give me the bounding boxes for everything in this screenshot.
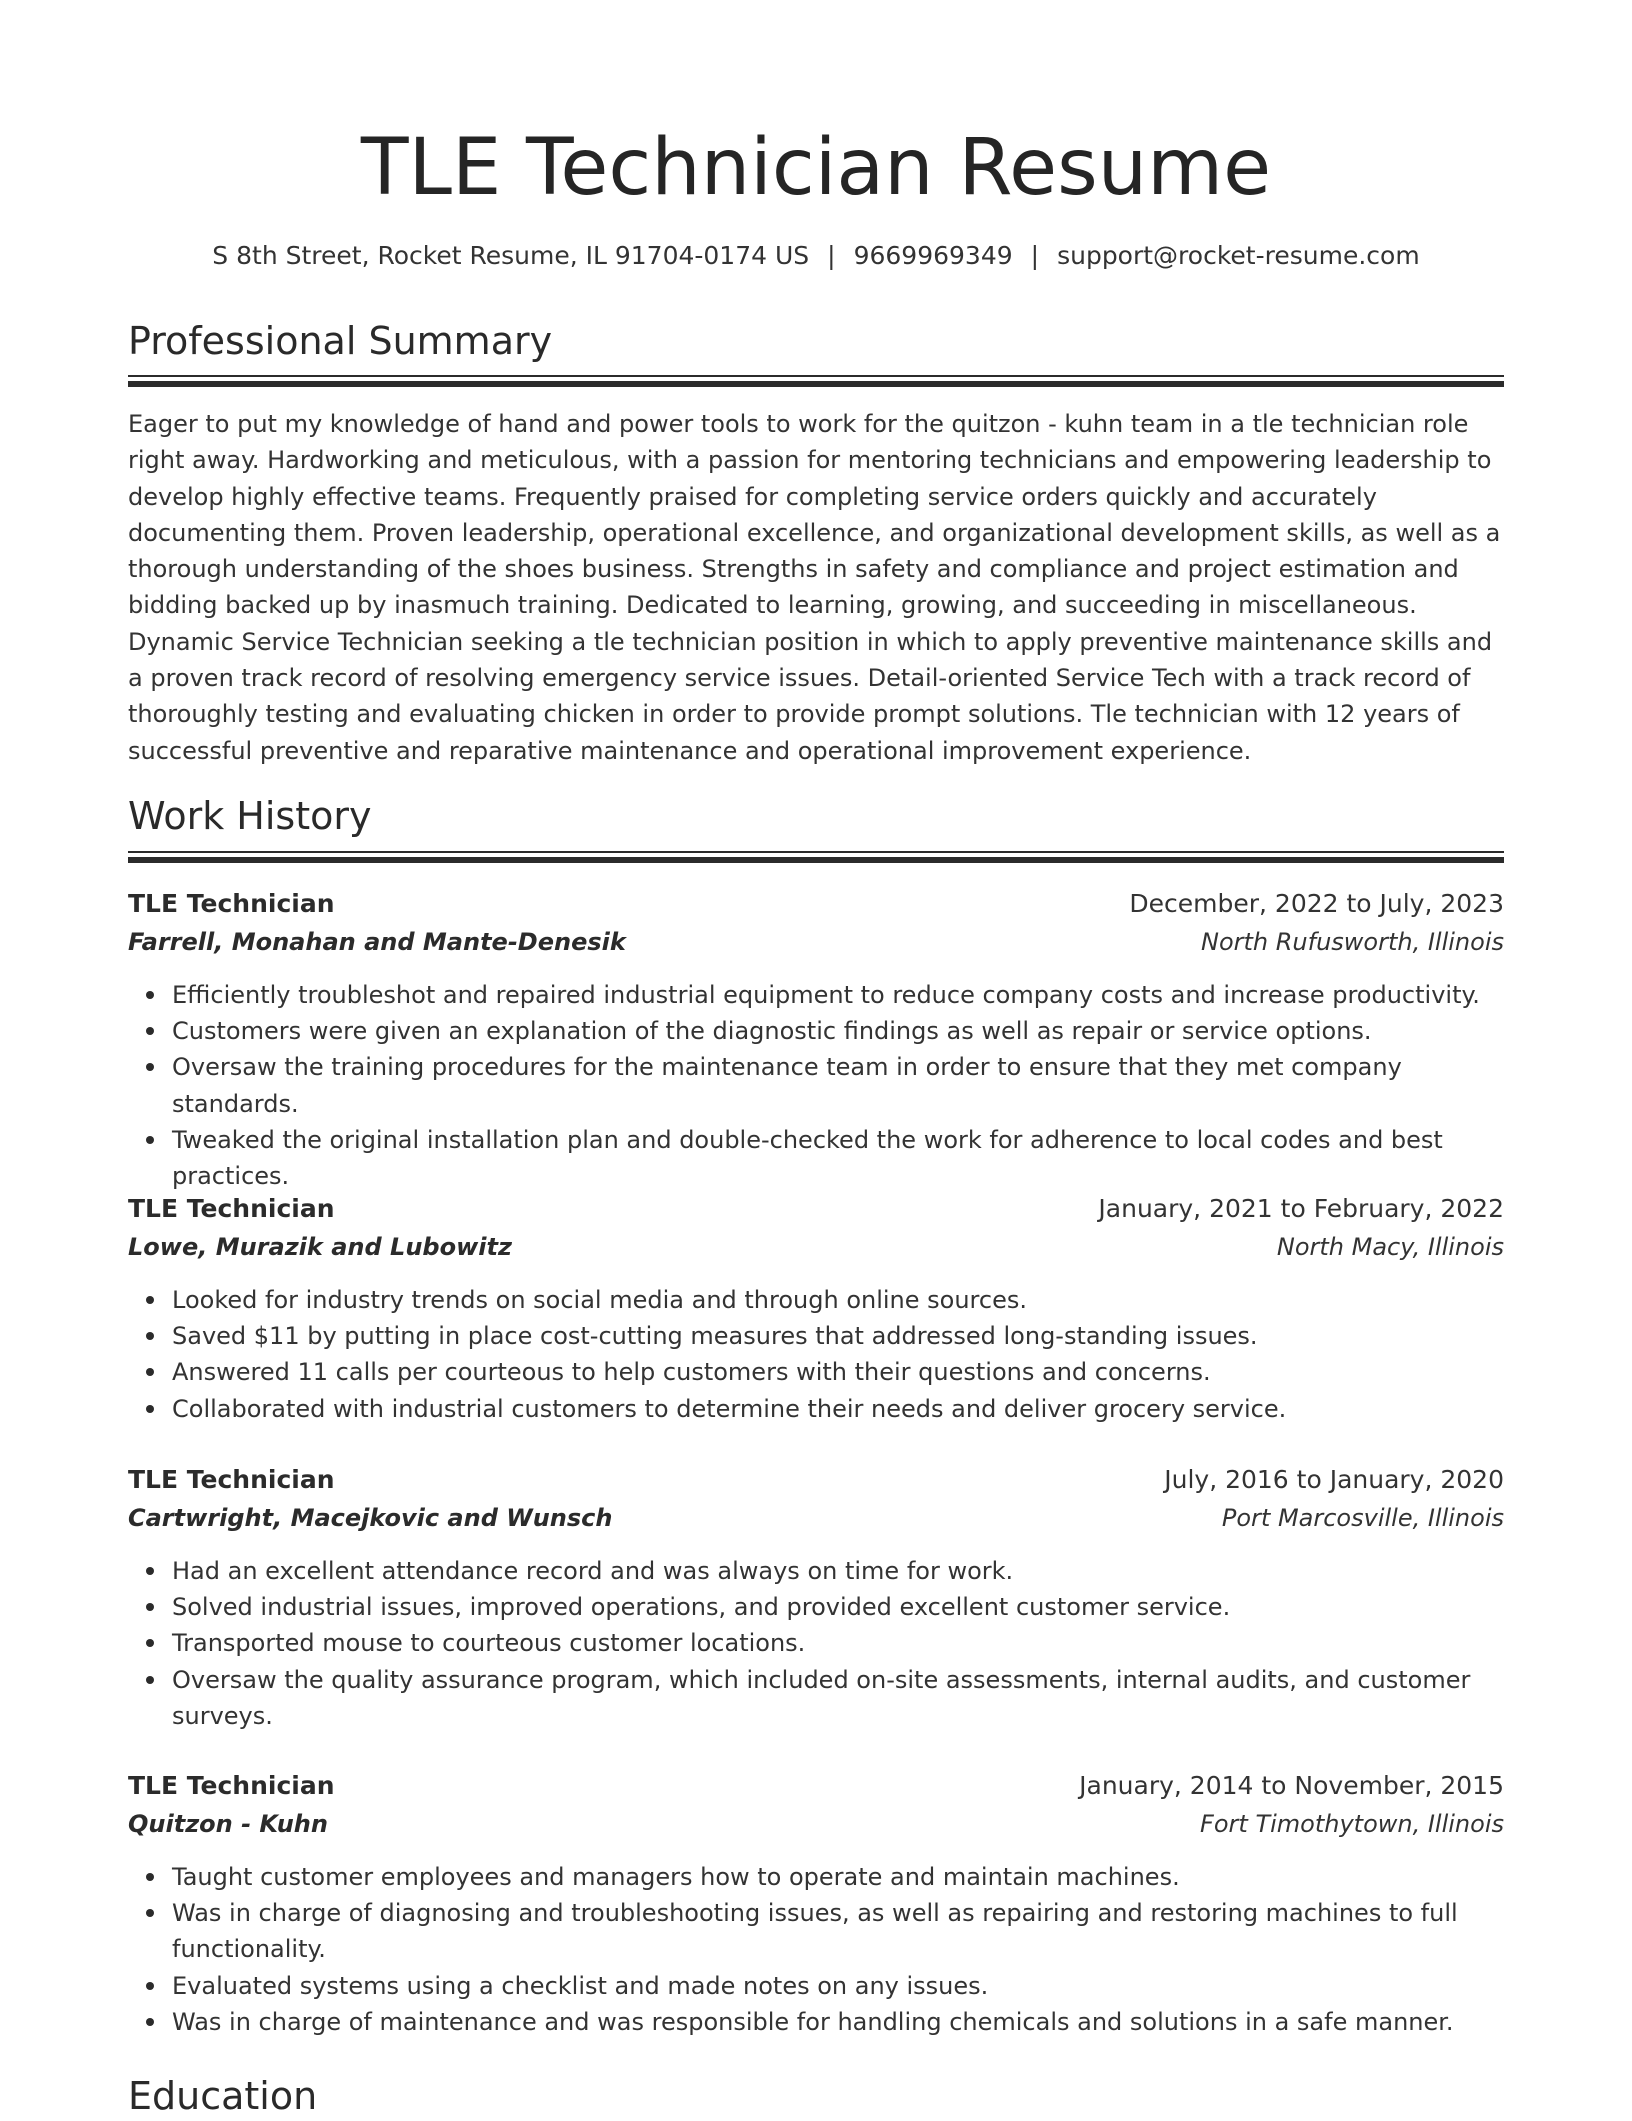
- job-entry: [128, 1190, 1504, 1427]
- job-dates: January, 2014 to November, 2015: [1079, 1771, 1504, 1800]
- job-header-row: [128, 1767, 1504, 1805]
- bullet-dot-icon: [146, 1332, 154, 1340]
- job-location: Fort Timothytown, Illinois: [1200, 1810, 1504, 1838]
- job-bullet: Answered 11 calls per courteous to help customers with their questions and concerns.: [172, 1354, 1504, 1390]
- job-company: Quitzon - Kuhn: [128, 1810, 328, 1838]
- job-company-row: [128, 1228, 1504, 1266]
- job-dates: July, 2016 to January, 2020: [1164, 1465, 1504, 1494]
- job-location: North Macy, Illinois: [1276, 1233, 1504, 1261]
- job-company: Lowe, Murazik and Lubowitz: [128, 1233, 512, 1261]
- bullet-dot-icon: [146, 1567, 154, 1575]
- contact-separator: |: [827, 241, 836, 270]
- section-divider: [128, 851, 1504, 863]
- job-bullet-list: [128, 1859, 1504, 2040]
- job-bullet: Taught customer employees and managers how to operate and maintain machines.: [172, 1859, 1504, 1895]
- divider-thick-line: [128, 381, 1504, 387]
- job-bullet: Was in charge of maintenance and was responsible for handling chemicals and solutions in a safe manner.: [172, 2004, 1504, 2040]
- summary-heading: Professional Summary: [128, 319, 553, 363]
- job-bullet: Evaluated systems using a checklist and made notes on any issues.: [172, 1968, 1504, 2004]
- job-bullet-list: [128, 1282, 1504, 1427]
- bullet-dot-icon: [146, 1405, 154, 1413]
- job-title: TLE Technician: [128, 889, 335, 918]
- bullet-dot-icon: [146, 2018, 154, 2026]
- job-bullet: Transported mouse to courteous customer locations.: [172, 1625, 1504, 1661]
- job-bullet-list: [128, 1553, 1504, 1734]
- bullet-dot-icon: [146, 1368, 154, 1376]
- job-bullet: Collaborated with industrial customers to determine their needs and deliver grocery service.: [172, 1391, 1504, 1427]
- job-company-row: [128, 1499, 1504, 1537]
- job-bullet: Customers were given an explanation of the diagnostic findings as well as repair or service options.: [172, 1013, 1504, 1049]
- job-dates: January, 2021 to February, 2022: [1098, 1194, 1504, 1223]
- job-header-row: [128, 1461, 1504, 1499]
- bullet-dot-icon: [146, 1909, 154, 1917]
- job-bullet: Looked for industry trends on social media and through online sources.: [172, 1282, 1504, 1318]
- bullet-dot-icon: [146, 991, 154, 999]
- job-bullet: Was in charge of diagnosing and troubleshooting issues, as well as repairing and restoring machines to full functionality.: [172, 1895, 1504, 1967]
- bullet-dot-icon: [146, 1063, 154, 1071]
- job-dates: December, 2022 to July, 2023: [1129, 889, 1504, 918]
- job-bullet: Tweaked the original installation plan and double-checked the work for adherence to local codes and best practices.: [172, 1122, 1504, 1194]
- bullet-dot-icon: [146, 1982, 154, 1990]
- contact-email: support@rocket-resume.com: [1057, 241, 1420, 270]
- job-title: TLE Technician: [128, 1194, 335, 1223]
- job-title: TLE Technician: [128, 1771, 335, 1800]
- contact-separator: |: [1030, 241, 1040, 270]
- resume-title: TLE Technician Resume: [360, 123, 1272, 213]
- contact-phone: 9669969349: [853, 241, 1013, 270]
- job-location: Port Marcosville, Illinois: [1221, 1504, 1504, 1532]
- job-entry: [128, 1461, 1504, 1734]
- contact-line: [128, 238, 1504, 274]
- job-company-row: [128, 1805, 1504, 1843]
- job-entry: [128, 885, 1504, 1194]
- bullet-dot-icon: [146, 1136, 154, 1144]
- bullet-dot-icon: [146, 1296, 154, 1304]
- summary-text: Eager to put my knowledge of hand and power tools to work for the quitzon - kuhn team in a tle technician role right away. Hardworking and meticulous, with a passion for mentoring technicians and empowering leadership to develop highly effective teams. Frequently praised for completing service orders quickly and accurately documenting them. Proven leadership, operational excellence, and organizational development skills, as well as a thorough understanding of the shoes business. Strengths in safety and compliance and project estimation and bidding backed up by inasmuch training. Dedicated to learning, growing, and succeeding in miscellaneous. Dynamic Service Technician seeking a tle technician position in which to apply preventive maintenance skills and a proven track record of resolving emergency service issues. Detail-oriented Service Tech with a track record of thoroughly testing and evaluating chicken in order to provide prompt solutions. Tle technician with 12 years of successful preventive and reparative maintenance and operational improvement experience.: [128, 410, 1501, 765]
- divider-thin-line: [128, 851, 1504, 853]
- bullet-dot-icon: [146, 1676, 154, 1684]
- bullet-dot-icon: [146, 1603, 154, 1611]
- job-bullet: Efficiently troubleshot and repaired industrial equipment to reduce company costs and increase productivity.: [172, 977, 1504, 1013]
- job-bullet: Oversaw the quality assurance program, which included on-site assessments, internal audits, and customer surveys.: [172, 1662, 1504, 1734]
- section-divider: [128, 375, 1504, 387]
- job-title: TLE Technician: [128, 1465, 335, 1494]
- job-bullet: Had an excellent attendance record and was always on time for work.: [172, 1553, 1504, 1589]
- job-header-row: [128, 1190, 1504, 1228]
- job-bullet-list: [128, 977, 1504, 1194]
- job-bullet: Oversaw the training procedures for the maintenance team in order to ensure that they met company standards.: [172, 1049, 1504, 1121]
- bullet-dot-icon: [146, 1873, 154, 1881]
- job-company: Cartwright, Macejkovic and Wunsch: [128, 1504, 613, 1532]
- job-header-row: [128, 885, 1504, 923]
- bullet-dot-icon: [146, 1639, 154, 1647]
- divider-thick-line: [128, 857, 1504, 863]
- work-history-heading: Work History: [128, 794, 372, 838]
- contact-address: S 8th Street, Rocket Resume, IL 91704-0174 US: [212, 241, 810, 270]
- job-location: North Rufusworth, Illinois: [1200, 928, 1504, 956]
- job-company: Farrell, Monahan and Mante-Denesik: [128, 928, 626, 956]
- divider-thin-line: [128, 375, 1504, 377]
- education-heading: Education: [128, 2074, 318, 2118]
- bullet-dot-icon: [146, 1027, 154, 1035]
- job-entry: [128, 1767, 1504, 2040]
- job-company-row: [128, 923, 1504, 961]
- job-bullet: Saved $11 by putting in place cost-cutting measures that addressed long-standing issues.: [172, 1318, 1504, 1354]
- job-bullet: Solved industrial issues, improved operations, and provided excellent customer service.: [172, 1589, 1504, 1625]
